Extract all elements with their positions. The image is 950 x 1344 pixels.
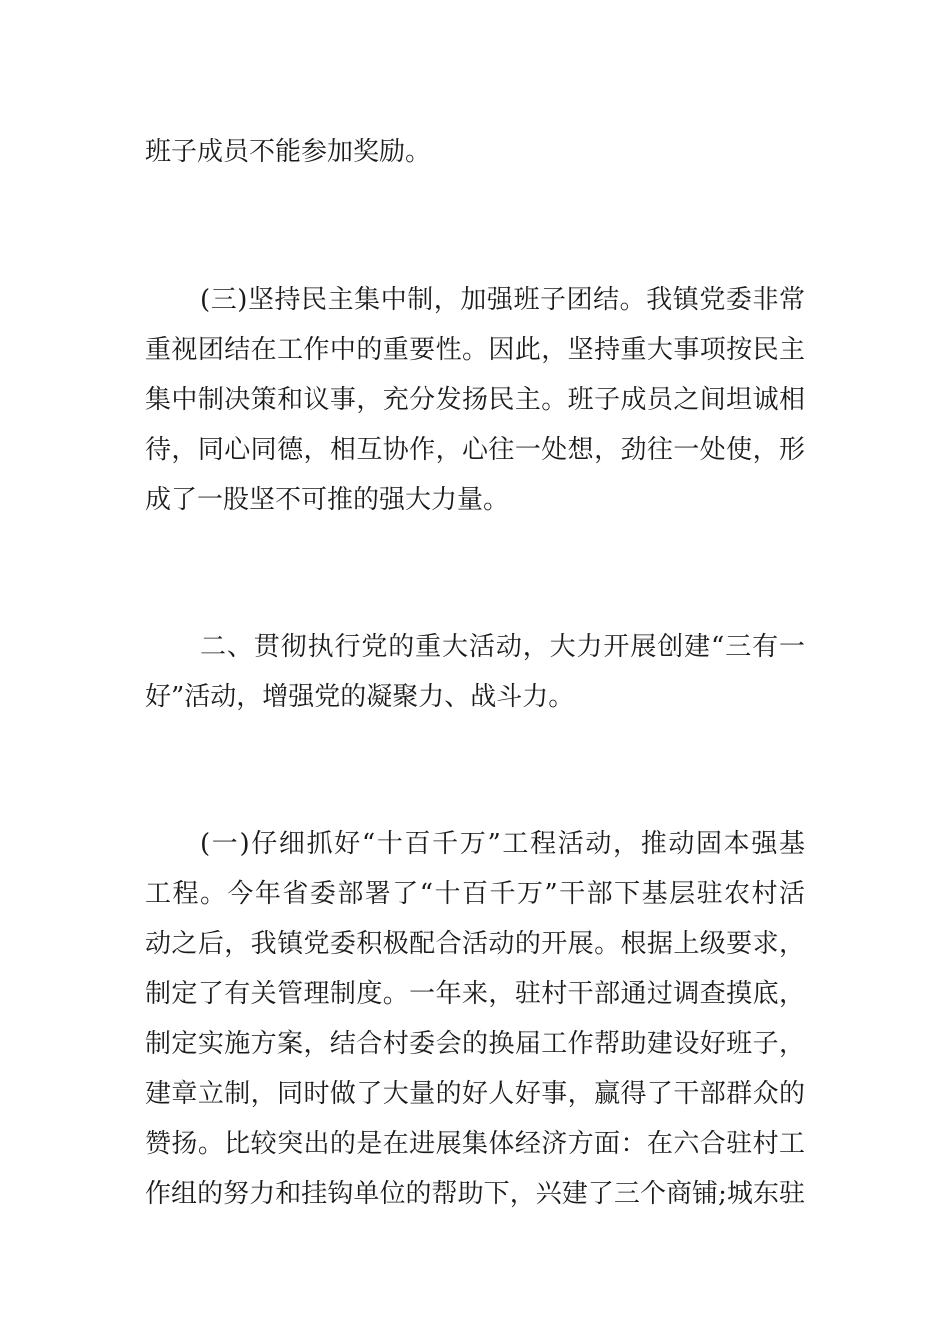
paragraph-1-line-1: 班子成员不能参加奖励。 (145, 137, 432, 167)
paragraph-4-line-3: 动之后，我镇党委积极配合活动的开展。根据上级要求， (145, 929, 805, 959)
paragraph-2-line-3: 集中制决策和议事，充分发扬民主。班子成员之间坦诚相 (145, 385, 805, 415)
paragraph-2-line-1: (三)坚持民主集中制，加强班子团结。我镇党委非常 (200, 285, 805, 315)
paragraph-2-line-2: 重视团结在工作中的重要性。因此，坚持重大事项按民主 (145, 335, 805, 365)
paragraph-4-line-2: 工程。今年省委部署了“十百千万”干部下基层驻农村活 (145, 879, 805, 909)
paragraph-4-line-8: 作组的努力和挂钩单位的帮助下，兴建了三个商铺;城东驻 (145, 1179, 805, 1209)
paragraph-2-line-5: 成了一股坚不可推的强大力量。 (145, 485, 510, 515)
paragraph-4-line-5: 制定实施方案，结合村委会的换届工作帮助建设好班子， (145, 1029, 805, 1059)
paragraph-2-line-4: 待，同心同德，相互协作，心往一处想，劲往一处使，形 (145, 435, 805, 465)
paragraph-4-line-1: (一)仔细抓好“十百千万”工程活动，推动固本强基 (200, 829, 805, 859)
paragraph-4-line-6: 建章立制，同时做了大量的好人好事，赢得了干部群众的 (145, 1079, 805, 1109)
paragraph-3-line-1: 二、贯彻执行党的重大活动，大力开展创建“三有一 (200, 632, 805, 662)
paragraph-4-line-4: 制定了有关管理制度。一年来，驻村干部通过调查摸底， (145, 979, 805, 1009)
paragraph-3-line-2: 好”活动，增强党的凝聚力、战斗力。 (145, 682, 575, 712)
paragraph-4-line-7: 赞扬。比较突出的是在进展集体经济方面：在六合驻村工 (145, 1129, 805, 1159)
